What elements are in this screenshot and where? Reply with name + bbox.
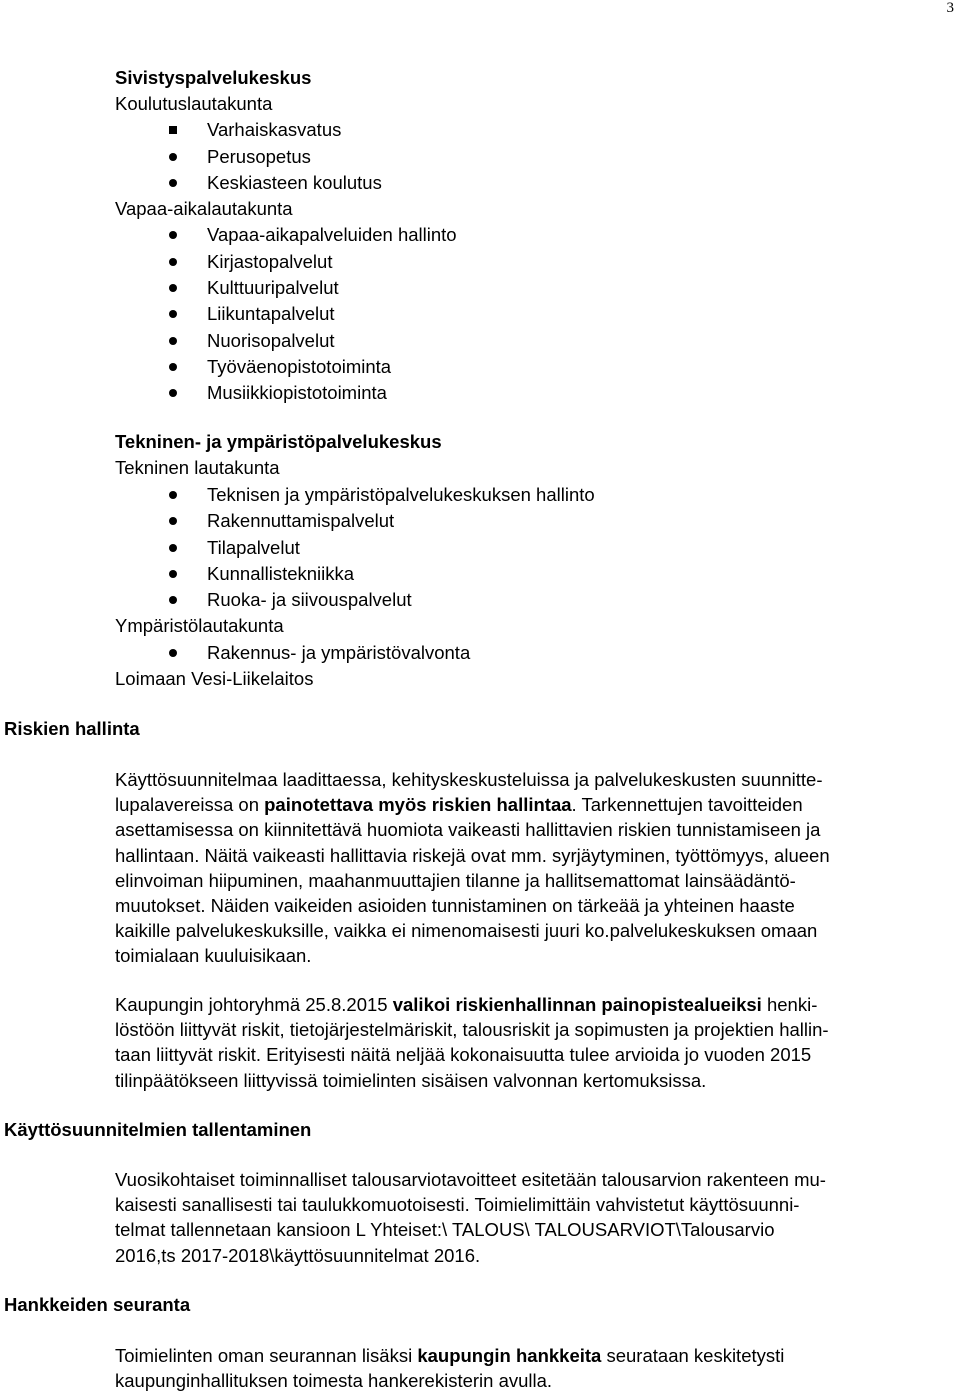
list-item: Perusopetus bbox=[207, 146, 311, 167]
list-item: Keskiasteen koulutus bbox=[207, 172, 382, 193]
bullet-icon bbox=[168, 223, 178, 247]
bullet-icon bbox=[168, 145, 178, 169]
bullet-icon bbox=[168, 171, 178, 195]
board-name: Ympäristölautakunta bbox=[115, 615, 284, 636]
square-bullet-icon bbox=[168, 118, 178, 142]
list-item: Työväenopistotoiminta bbox=[207, 356, 392, 377]
text-line: Vuosikohtaiset toiminnalliset talousarviotavoitteet esitetään talousarvion rakenteen mu- bbox=[115, 1169, 826, 1190]
list-item: Musiikkiopistotoiminta bbox=[207, 382, 387, 403]
text-line: kaisesti sanallisesti tai taulukkomuotoisesti. Toimielimittäin vahvistetut käyttösuunni- bbox=[115, 1194, 800, 1216]
section-title-tekninen: Tekninen- ja ympäristöpalvelukeskus bbox=[115, 431, 442, 452]
bullet-icon bbox=[168, 250, 178, 274]
paragraph-riskit-2 bbox=[115, 992, 955, 1093]
text-run: lupalavereissa on bbox=[115, 794, 265, 816]
list-item: Tilapalvelut bbox=[207, 537, 300, 558]
emphasis-text: painotettava myös riskien hallintaa bbox=[264, 794, 572, 816]
section-heading-hankkeet: Hankkeiden seuranta bbox=[4, 1294, 191, 1315]
list-item: Rakennus- ja ympäristövalvonta bbox=[207, 642, 471, 663]
text-line bbox=[115, 992, 955, 1017]
text-line: taan liittyvät riskit. Erityisesti näitä neljää kokonaisuutta tulee arvioida jo vuoden 2015 bbox=[115, 1044, 812, 1066]
page-number: 3 bbox=[946, 0, 954, 16]
text-run: seurataan keskitetysti bbox=[601, 1345, 785, 1366]
list-item: Liikuntapalvelut bbox=[207, 303, 335, 324]
board-name: Tekninen lautakunta bbox=[115, 457, 280, 478]
bullet-icon bbox=[168, 276, 178, 300]
utility-name: Loimaan Vesi-Liikelaitos bbox=[115, 668, 314, 689]
text-run: henki- bbox=[761, 994, 818, 1015]
list-item: Rakennuttamispalvelut bbox=[207, 510, 395, 531]
list-item: Nuorisopalvelut bbox=[207, 330, 335, 351]
bullet-icon bbox=[168, 536, 178, 560]
text-line: asettamisessa on kiinnitettävä huomiota vaikeasti hallittavien riskien tunnistamiseen ja bbox=[115, 819, 821, 841]
text-run: . Tarkennettujen tavoitteiden bbox=[571, 794, 803, 816]
list-item: Kulttuuripalvelut bbox=[207, 277, 339, 298]
text-line: hallintaan. Näitä vaikeasti hallittavia riskejä ovat mm. syrjäytyminen, työttömyys, alueen bbox=[115, 844, 830, 866]
list-item: Kirjastopalvelut bbox=[207, 251, 333, 272]
bullet-icon bbox=[168, 329, 178, 353]
list-item: Vapaa-aikapalveluiden hallinto bbox=[207, 224, 457, 245]
board-name: Koulutuslautakunta bbox=[115, 93, 273, 114]
bullet-icon bbox=[168, 509, 178, 533]
emphasis-text: valikoi riskienhallinnan painopistealueiksi bbox=[392, 994, 762, 1015]
list-item: Varhaiskasvatus bbox=[207, 119, 342, 140]
bullet-icon bbox=[168, 562, 178, 586]
bullet-icon bbox=[168, 641, 178, 665]
section-heading-riskit: Riskien hallinta bbox=[4, 718, 140, 739]
emphasis-text: kaupungin hankkeita bbox=[417, 1345, 602, 1366]
bullet-icon bbox=[168, 483, 178, 507]
text-line: Käyttösuunnitelmaa laadittaessa, kehityskeskusteluissa ja palvelukeskusten suunnitte- bbox=[115, 769, 823, 790]
section-heading-tallennus: Käyttösuunnitelmien tallentaminen bbox=[4, 1119, 312, 1140]
text-line: telmat tallennetaan kansioon L Yhteiset:\ TALOUS\ TALOUSARVIOT\Talousarvio bbox=[115, 1219, 775, 1241]
bullet-icon bbox=[168, 381, 178, 405]
text-line: tilinpäätökseen liittyvissä toimielinten sisäisen valvonnan kertomuksissa. bbox=[115, 1069, 707, 1091]
bullet-icon bbox=[168, 588, 178, 612]
text-line: löstöön liittyvät riskit, tietojärjestelmäriskit, talousriskit ja sopimusten ja projektien hallin- bbox=[115, 1019, 829, 1041]
text-line: elinvoiman hiipuminen, maahanmuuttajien tilanne ja hallitsemattomat lainsäädäntö- bbox=[115, 869, 796, 891]
list-item: Teknisen ja ympäristöpalvelukeskuksen hallinto bbox=[207, 484, 595, 505]
text-line: kaupunginhallituksen toimesta hankerekisterin avulla. bbox=[115, 1370, 553, 1392]
board-name: Vapaa-aikalautakunta bbox=[115, 198, 293, 219]
paragraph-hankkeet bbox=[115, 1343, 955, 1393]
bullet-icon bbox=[168, 355, 178, 379]
paragraph-riskit-1 bbox=[115, 767, 955, 969]
text-run: Toimielinten oman seurannan lisäksi bbox=[115, 1345, 418, 1366]
list-item: Ruoka- ja siivouspalvelut bbox=[207, 589, 412, 610]
list-item: Kunnallistekniikka bbox=[207, 563, 355, 584]
bullet-icon bbox=[168, 302, 178, 326]
text-line: 2016,ts 2017-2018\käyttösuunnitelmat 2016. bbox=[115, 1244, 481, 1266]
text-line bbox=[115, 1343, 955, 1368]
text-line: muutokset. Näiden vaikeiden asioiden tunnistaminen on tärkeää ja yhteinen haaste bbox=[115, 895, 795, 917]
text-line: kaikille palvelukeskuksille, vaikka ei nimenomaisesti juuri ko.palvelukeskuksen omaan bbox=[115, 920, 818, 942]
paragraph-tallennus bbox=[115, 1167, 955, 1268]
section-title-sivistys: Sivistyspalvelukeskus bbox=[115, 67, 312, 88]
text-line: toimialaan kuuluisikaan. bbox=[115, 945, 312, 967]
text-run: Kaupungin johtoryhmä 25.8.2015 bbox=[115, 994, 393, 1015]
text-line bbox=[115, 792, 955, 817]
